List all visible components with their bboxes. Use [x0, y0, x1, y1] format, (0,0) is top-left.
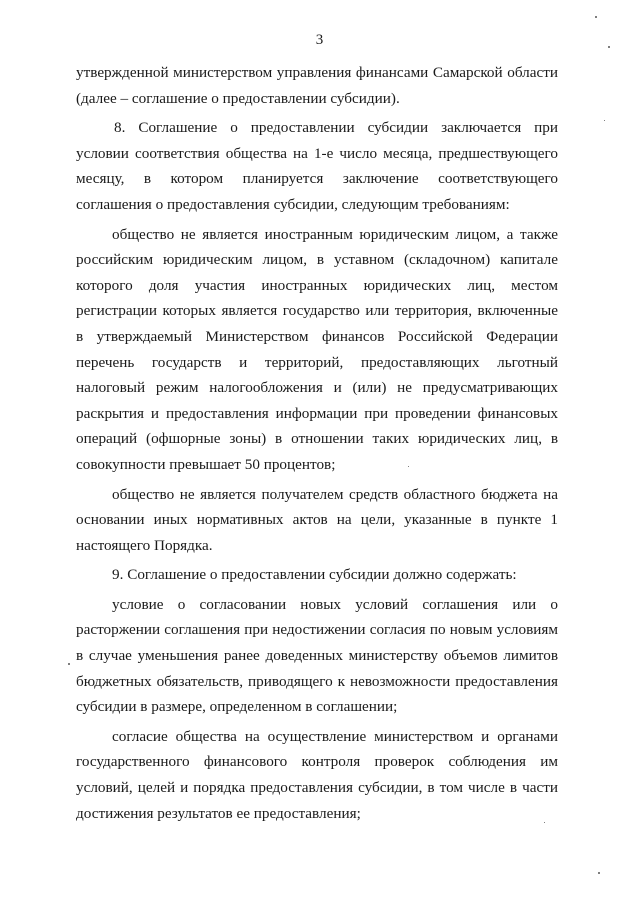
scan-speck	[595, 16, 597, 18]
paragraph-condition-renegotiation: условие о согласовании новых условий соглашения или о расторжении соглашения при недостижении согласия по новым условиям в случае уменьшения ранее доведенных министерству объемов лимитов бюджетных обязательств, приводящего к невозможности предоставления субсидии в размере, определенном в соглашении;	[76, 595, 558, 716]
scan-speck	[604, 120, 605, 121]
scan-speck	[408, 466, 409, 467]
scan-speck	[598, 872, 600, 874]
paragraph-clause-9: 9. Соглашение о предоставлении субсидии должно содержать:	[112, 566, 517, 584]
paragraph-requirement-budget-recipient: общество не является получателем средств областного бюджета на основании иных нормативных актов на цели, указанные в пункте 1 настоящего Порядка.	[76, 485, 558, 554]
page-number: 3	[315, 32, 324, 48]
document-body	[76, 60, 558, 826]
scan-speck	[544, 822, 545, 823]
paragraph-continuation: утвержденной министерством управления финансами Самарской области (далее – соглашение о предоставлении субсидии).	[76, 64, 558, 107]
paragraph-clause-8: 8. Соглашение о предоставлении субсидии заключается при условии соответствия общества на 1-е число месяца, предшествующего месяцу, в котором планируется заключение соответствующего соглашения о предоставления субсидии, следующим требованиям:	[76, 119, 558, 213]
paragraph-requirement-foreign-entity: общество не является иностранным юридическим лицом, а также российским юридическим лицом, в уставном (складочном) капитале которого доля участия иностранных юридических лиц, местом регистрации которых является государство или территория, включенные в утверждаемый Министерством финансов Российской Федерации перечень государств и территорий, предоставляющих льготный налоговый режим налогообложения и (или) не предусматривающих раскрытия и предоставления информации при проведении финансовых операций (офшорные зоны) в отношении таких юридических лиц, в совокупности превышает 50 процентов;	[76, 225, 558, 473]
paragraph-consent-audit: согласие общества на осуществление министерством и органами государственного финансового контроля проверок соблюдения им условий, целей и порядка предоставления субсидии, в том числе в части достижения результатов ее предоставления;	[76, 727, 558, 822]
scan-speck	[608, 46, 610, 48]
scan-speck	[68, 663, 70, 665]
